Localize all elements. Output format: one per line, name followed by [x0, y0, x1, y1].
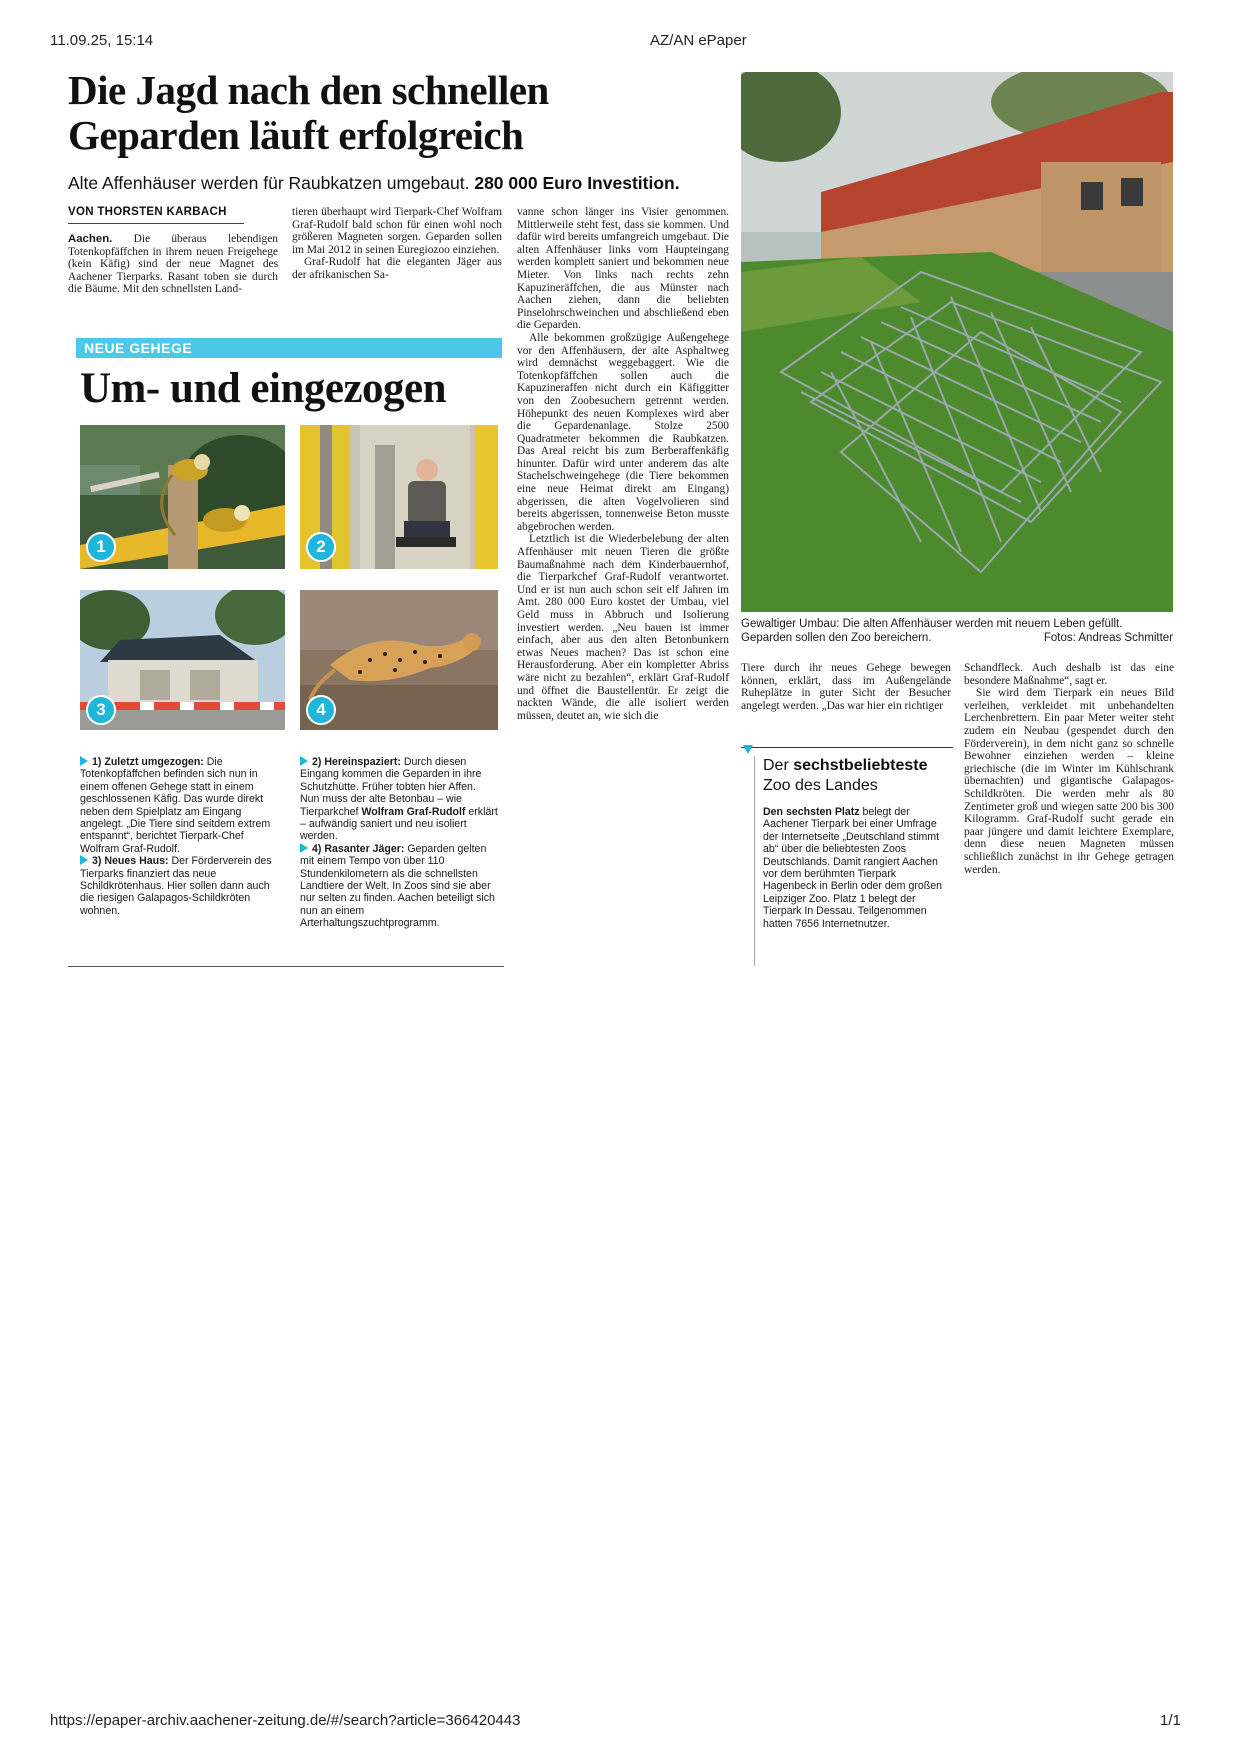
triangle-bullet-icon — [300, 843, 308, 853]
caption-4 — [300, 843, 498, 930]
col3-paragraph-1: vanne schon länger ins Visier genommen. Mittlerweile steht fest, dass sie kommen. Und dafür wird bereits umfangreich umgebaut. Die alten Affenhäuser links vom Haupteingang werden komplett saniert und bekommen neue Mieter. Von links nach rechts zehn Kapuzineräffchen, die aus Münster nach Aachen ziehen, dann die beliebten Pinselohrschweinchen und abschließend eben die Geparden. — [517, 206, 729, 332]
col2-paragraph-2: Graf-Rudolf hat die eleganten Jäger aus der afrikanischen Sa- — [292, 256, 502, 281]
column-3 — [517, 206, 729, 722]
main-caption-text: Gewaltiger Umbau: Die alten Affenhäuser werden mit neuem Leben gefüllt. Geparden sollen den Zoo bereichern. — [741, 618, 1123, 644]
caption-1-label: 1) Zuletzt umgezogen: — [92, 756, 204, 768]
infobox-title-bold: sechstbeliebteste — [793, 757, 928, 774]
caption-2-bold: Wolfram Graf-Rudolf — [361, 805, 466, 818]
caption-2-text-b: erklärt – aufwändig saniert und neu isoliert werden. — [300, 805, 498, 843]
infobox-title — [763, 756, 950, 776]
infobox — [741, 747, 953, 973]
dateline: Aachen. — [68, 233, 113, 245]
column-4 — [741, 662, 951, 712]
col3-paragraph-2: Alle bekommen großzügige Außengehege vor den Affenhäusern, der alte Asphaltweg wird demnächst weggebaggert. Wie die Totenkopfäffchen sollen auch die Kapuzineraffen nicht durch ein Käfiggitter von den Zoobesuchern getrennt werden. Höhepunkt des neuen Komplexes wird aber die Gepardenanlage. Stolze 2500 Quadratmeter bekommen die Raubkatzen. Das Areal reicht bis zum Berberaffenkäfig hinunter. Dafür wird unter anderem das alte Stachelschweingehege (die Tiere bekommen eine neue Heimat direkt am Eingang) abgerissen, die alten Vogelvolieren sind bereits abgerissen, tonnenweise Beton musste abgebrochen werden. — [517, 331, 729, 533]
main-photo-construction — [741, 72, 1173, 612]
caption-3-label: 3) Neues Haus: — [92, 855, 169, 868]
infobox-content — [754, 756, 950, 966]
headline-line-1: Die Jagd nach den schnellen — [68, 67, 549, 113]
infobox-title-plain: Der — [763, 757, 789, 774]
col3-paragraph-3: Letztlich ist die Wiederbelebung der alten Affenhäuser mit neuen Tieren die größte Baumaßnahme nach dem Kinderbauernhof, die Tierparkchef Graf-Rudolf verantwortet. Und er ist nun auch schon seit elf Jahren im Amt. 280 000 Euro kostet der Umbau, viel Geld muss in Abbruch und Isolierung investiert werden. „Neu bauen ist immer einfach, aber aus den alten Betonbunkern etwas Neues machen? Das ist schon eine Herausforderung. Aber ein kompletter Abriss wäre nicht zu bezahlen“, erklärt Graf-Rudolf und öffnet die Baustellentür. Er zeigt die nackten Wände, die alle isoliert werden müssen, deutet an, wie sich die — [517, 533, 729, 722]
print-datetime: 11.09.25, 15:14 — [50, 32, 154, 49]
col5-paragraph-2: Sie wird dem Tierpark ein neues Bild verleihen, verkleidet mit unbehandelten Lerchenbrettern. Ein paar Meter weiter steht zudem ein Neubau (gespendet durch den Förderverein), in dem nicht ganz so schnelle Bewohner einziehen werden – kleine griechische (die im Winter im Kühlschrank übernachten) und gigantische Galapagos-Schildkröten. Die werden mehr als 80 Zentimeter groß und wiegen satte 200 bis 300 Kilogramm. Graf-Rudolf sucht gerade ein paar jüngere und damit leichtere Exemplare, denn diese neuen Magneten müssen schließlich zunächst in ihr Gehege getragen werden. — [964, 687, 1174, 876]
infobox-subtitle: Zoo des Landes — [763, 777, 878, 794]
caption-4-text: Geparden gelten mit einem Tempo von über 110 Stundenkilometern als die schnellsten Landtiere der Welt. In Zoos sind sie aber nur selten zu finden. Aachen beteiligt sich nun an einem Arterhaltungszuchtprogramm. — [300, 842, 495, 930]
column-5 — [964, 662, 1174, 876]
caption-1-text: Die Totenkopfäffchen befinden sich nun in einem offenen Gehege statt in einem geschlossenen Käfig. Das wurde direkt neben dem Spielplatz am Eingang angelegt. „Die Tiere sind seitdem extrem entspannt“, berichtet Tierpark-Chef Wolfram Graf-Rudolf. — [80, 756, 271, 855]
col4-paragraph-1: Tiere durch ihr neues Gehege bewegen können, erklärt, dass im Außengelände Ruheplätze in guter Sicht der Besucher angelegt werden. „Das war hier ein richtiger — [741, 662, 951, 712]
caption-column-right — [300, 756, 498, 930]
print-url: https://epaper-archiv.aachener-zeitung.de/#/search?article=366420443 — [50, 1712, 521, 1729]
infobox-lead: Den sechsten Platz — [763, 806, 860, 818]
infobox-text: belegt der Aachener Tierpark bei einer Umfrage der Internetseite „Deutschland stimmt ab“ über die beliebtesten Zoos Deutschlands. Damit rangiert Aachen vor dem berühmten Tierpark Hagenbeck in Berlin oder dem großen Leipziger Zoo. Platz 1 belegt der Tierpark In Dessau. Teilgenommen hatten 7656 Internetnutzer. — [763, 806, 943, 930]
intro-column — [68, 233, 278, 296]
infobox-body — [763, 806, 950, 930]
article-subheadline — [68, 173, 680, 194]
caption-3 — [80, 855, 285, 917]
caption-2 — [300, 756, 498, 843]
headline-line-2: Geparden läuft erfolgreich — [68, 112, 524, 158]
photo-credit: Fotos: Andreas Schmitter — [1043, 632, 1173, 644]
badge-3: 3 — [86, 695, 116, 725]
sidebar-kicker-text: NEUE GEHEGE — [84, 340, 193, 356]
caption-2-label: 2) Hereinspaziert: — [312, 756, 401, 768]
print-page-number: 1/1 — [1160, 1712, 1181, 1729]
caption-3-text: Der Förderverein des Tierparks finanziert das neue Schildkrötenhaus. Hier sollen dann auch die riesigen Galapagos-Schildkröten wohnen. — [80, 855, 272, 917]
subheadline-text: Alte Affenhäuser werden für Raubkatzen umgebaut. — [68, 173, 470, 193]
subheadline-bold: 280 000 Euro Investition. — [474, 173, 680, 193]
sidebar-kicker — [76, 338, 502, 358]
main-photo-caption — [741, 617, 1173, 645]
caption-1 — [80, 756, 285, 855]
col5-paragraph-1: Schandfleck. Auch deshalb ist das eine besondere Maßnahme“, sagt er. — [964, 662, 1174, 687]
byline-rule — [68, 223, 244, 224]
badge-1: 1 — [86, 532, 116, 562]
triangle-bullet-icon — [80, 756, 88, 766]
caption-4-label: 4) Rasanter Jäger: — [312, 842, 405, 855]
triangle-bullet-icon — [300, 756, 308, 766]
main-construction-image — [741, 72, 1173, 612]
infobox-marker-icon — [743, 745, 753, 754]
sidebar-headline: Um- und eingezogen — [80, 365, 447, 412]
triangle-bullet-icon — [80, 855, 88, 865]
badge-4: 4 — [306, 695, 336, 725]
byline: VON THORSTEN KARBACH — [68, 206, 227, 218]
badge-2: 2 — [306, 532, 336, 562]
caption-2-text-a: Durch diesen Eingang kommen die Geparden in ihre Schutzhütte. Früher tobten hier Affen. Nun muss der alte Betonbau – wie Tierparkchef — [300, 756, 482, 818]
column-2 — [292, 206, 502, 282]
article-headline — [68, 68, 549, 158]
caption-column-left — [80, 756, 285, 917]
intro-text: Die überaus lebendigen Totenkopfäffchen in ihrem neuen Freigehege (kein Käfig) sind der neue Magnet des Aachener Tierparks. Rasant toben sie durch die Bäume. Mit den schnellsten Land- — [68, 233, 278, 296]
print-title: AZ/AN ePaper — [650, 32, 747, 49]
col2-paragraph-1: tieren überhaupt wird Tierpark-Chef Wolfram Graf-Rudolf bald schon für einen wohl noch größeren Magneten sorgen. Geparden sollen im Mai 2012 in seinen Euregiozoo einziehen. — [292, 206, 502, 256]
